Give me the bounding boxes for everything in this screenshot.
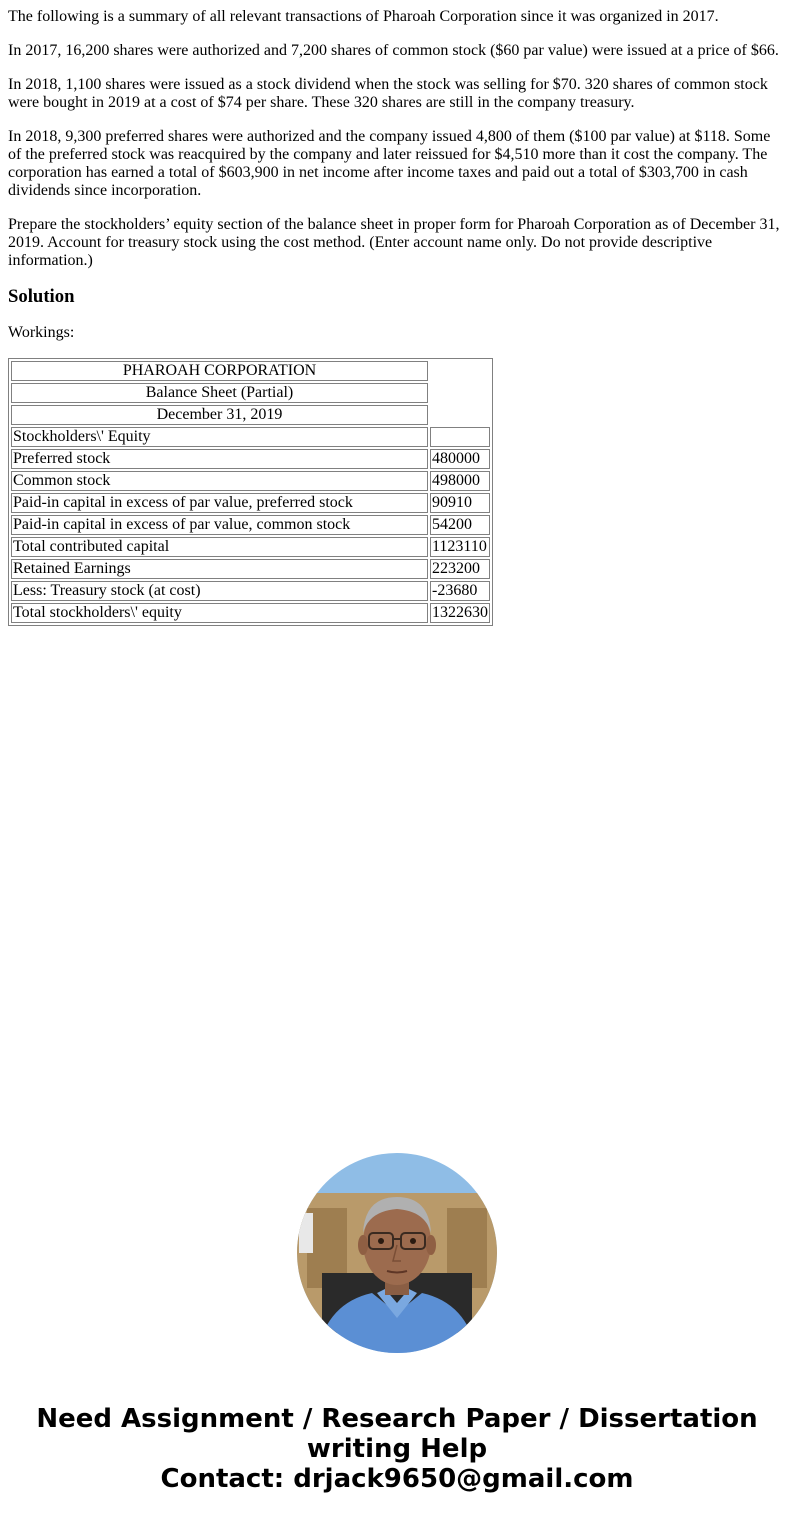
cta-line-1: Need Assignment / Research Paper / Dissertation bbox=[36, 1404, 758, 1434]
question-paragraph-1: The following is a summary of all relevant transactions of Pharoah Corporation since it was organized in 2017. bbox=[8, 8, 719, 25]
cta-line-2: writing Help bbox=[306, 1434, 488, 1464]
company-name-cell: PHAROAH CORPORATION bbox=[11, 361, 428, 381]
avatar bbox=[297, 1153, 497, 1353]
table-row bbox=[11, 493, 490, 513]
row-value bbox=[430, 427, 490, 447]
solution-heading: Solution bbox=[8, 286, 75, 307]
row-value: 54200 bbox=[430, 515, 490, 535]
table-row bbox=[11, 515, 490, 535]
row-label: Total stockholders\' equity bbox=[11, 603, 428, 623]
contact-banner bbox=[0, 1404, 794, 1494]
row-value: 498000 bbox=[430, 471, 490, 491]
table-row bbox=[11, 405, 490, 425]
workings-label: Workings: bbox=[8, 324, 75, 341]
row-label: Less: Treasury stock (at cost) bbox=[11, 581, 428, 601]
row-value: 1123110 bbox=[430, 537, 490, 557]
row-label: Paid-in capital in excess of par value, preferred stock bbox=[11, 493, 428, 513]
row-value: 480000 bbox=[430, 449, 490, 469]
person-photo-avatar-icon bbox=[297, 1153, 497, 1353]
table-row bbox=[11, 581, 490, 601]
row-value: 1322630 bbox=[432, 604, 488, 621]
question-paragraph-3: In 2018, 1,100 shares were issued as a stock dividend when the stock was selling for $70. 320 shares of common stock were bought in 2019 at a cost of $74 per share. These 320 shares are still in the company treasury. bbox=[8, 76, 768, 111]
table-row bbox=[11, 559, 490, 579]
statement-title-cell: Balance Sheet (Partial) bbox=[11, 383, 428, 403]
table-row bbox=[11, 383, 490, 403]
table-row bbox=[11, 471, 490, 491]
table-row bbox=[11, 361, 490, 381]
row-label: Total contributed capital bbox=[11, 537, 428, 557]
page-content bbox=[8, 8, 786, 626]
balance-sheet-table bbox=[8, 358, 493, 626]
row-value: 90910 bbox=[430, 493, 490, 513]
row-label: Retained Earnings bbox=[11, 559, 428, 579]
question-paragraph-5: Prepare the stockholders’ equity section of the balance sheet in proper form for Pharoah Corporation as of December 31, 2019. Account for treasury stock using the cost method. (Enter account name only. Do not provide descriptive information.) bbox=[8, 216, 780, 269]
table-row bbox=[11, 427, 490, 447]
table-row bbox=[11, 449, 490, 469]
row-label: Stockholders\' Equity bbox=[11, 427, 428, 447]
cta-contact-email[interactable]: Contact: drjack9650@gmail.com bbox=[160, 1464, 634, 1494]
row-value: 223200 bbox=[430, 559, 490, 579]
row-label: Preferred stock bbox=[11, 449, 428, 469]
question-paragraph-2: In 2017, 16,200 shares were authorized and 7,200 shares of common stock ($60 par value) were issued at a price of $66. bbox=[8, 42, 779, 59]
row-label: Paid-in capital in excess of par value, common stock bbox=[11, 515, 428, 535]
row-value: -23680 bbox=[430, 581, 490, 601]
question-paragraph-4: In 2018, 9,300 preferred shares were authorized and the company issued 4,800 of them ($100 par value) at $118. Some of the preferred stock was reacquired by the company and later reissued for $4,510 more than it cost the company. The corporation has earned a total of $603,900 in net income after income taxes and paid out a total of $303,700 in cash dividends since incorporation. bbox=[8, 128, 771, 199]
table-row bbox=[11, 603, 490, 623]
table-row bbox=[11, 537, 490, 557]
row-label: Common stock bbox=[11, 471, 428, 491]
statement-date-cell: December 31, 2019 bbox=[11, 405, 428, 425]
